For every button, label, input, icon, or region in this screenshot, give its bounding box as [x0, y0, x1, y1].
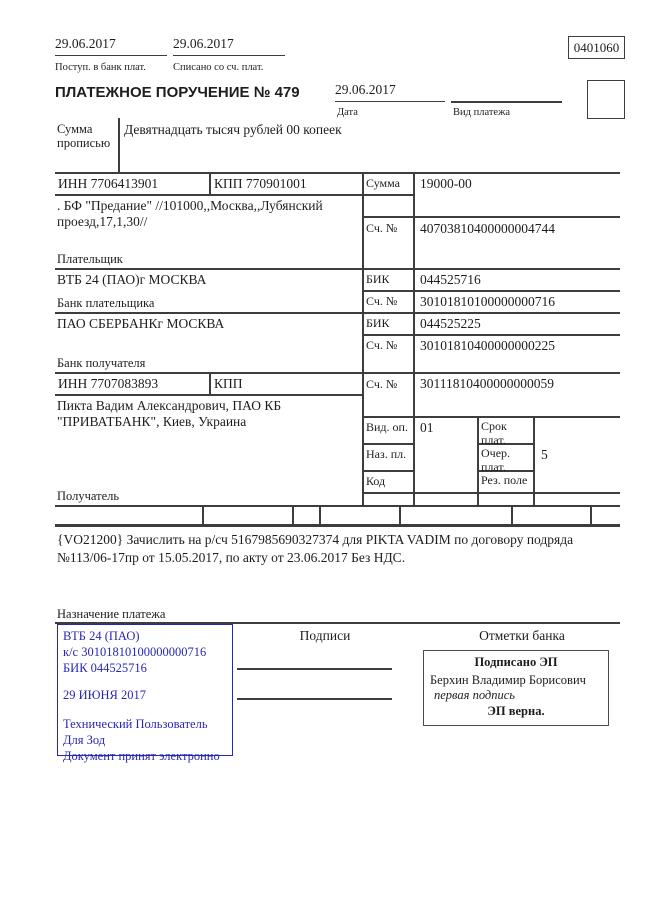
payer-label: Плательщик	[57, 252, 123, 266]
code-label: Код	[366, 474, 386, 488]
table-line-h	[362, 290, 620, 292]
table-line-v	[202, 505, 204, 524]
signature-line-2	[237, 698, 392, 700]
table-line-h	[55, 194, 413, 196]
payee-account-label: Сч. №	[366, 377, 398, 391]
table-line-h	[55, 524, 620, 527]
esign-stamp-title: Подписано ЭП	[474, 655, 558, 669]
purpose-label: Назначение платежа	[57, 607, 166, 621]
payee-bank-label: Банк получателя	[57, 356, 146, 370]
bank-stamp	[57, 624, 233, 763]
table-line-v	[209, 372, 211, 394]
payment-type-box	[587, 80, 625, 119]
signature-line-1	[237, 668, 392, 670]
amount-words-label: Сумма прописью	[57, 122, 111, 151]
esign-stamp	[423, 650, 609, 726]
sum-label: Сумма	[366, 176, 400, 190]
payee-bank-account: 30101810400000000225	[420, 338, 555, 353]
esign-stamp-verified: ЭП верна.	[487, 703, 545, 718]
bank-stamp-user: Технический Пользователь Для Зод	[63, 717, 208, 747]
payer-bank-label: Банк плательщика	[57, 296, 155, 310]
bank-stamp-accepted: Документ принят электронно	[63, 749, 220, 763]
payer-inn: ИНН 7706413901	[58, 176, 159, 191]
table-line-v	[413, 172, 415, 505]
payer-account: 40703810400000004744	[420, 221, 555, 236]
signatures-header: Подписи	[299, 628, 351, 643]
esign-stamp-name: Берхин Владимир Борисович	[430, 672, 586, 687]
bank-stamp-bik: БИК 044525716	[63, 661, 147, 675]
op-type-label: Вид. оп.	[366, 420, 408, 434]
table-line-v	[511, 505, 513, 524]
res-field-label: Рез. поле	[481, 473, 528, 487]
table-line-h	[362, 334, 620, 336]
payee-label: Получатель	[57, 489, 120, 503]
doc-date-field: 29.06.2017	[335, 82, 445, 102]
table-line-h	[55, 268, 620, 270]
bank-stamp-date: 29 ИЮНЯ 2017	[63, 688, 146, 702]
bank-stamp-bank-name: ВТБ 24 (ПАО)	[63, 629, 140, 643]
payer-kpp: КПП 770901001	[214, 176, 307, 191]
received-date-field: 29.06.2017	[55, 36, 167, 56]
received-date-label: Поступ. в банк плат.	[55, 62, 146, 73]
payer-bank-account-label: Сч. №	[366, 294, 398, 308]
table-line-v	[590, 505, 592, 524]
pay-purpose-label: Наз. пл.	[366, 447, 407, 461]
doc-date-label: Дата	[337, 107, 358, 118]
payer-account-label: Сч. №	[366, 221, 398, 235]
table-line-h	[362, 492, 620, 494]
table-line-v	[477, 416, 479, 505]
bank-marks-header: Отметки банка	[479, 628, 565, 643]
payee-name: Пикта Вадим Александрович, ПАО КБ "ПРИВАТБАНК", Киев, Украина	[57, 398, 282, 430]
form-code-box: 0401060	[568, 36, 625, 59]
payee-bank-bik-label: БИК	[366, 316, 390, 330]
payer-bank-bik-label: БИК	[366, 272, 390, 286]
table-line-h	[55, 172, 620, 174]
term-label: Срок плат.	[481, 419, 507, 447]
table-line-v	[399, 505, 401, 524]
payee-bank-account-label: Сч. №	[366, 338, 398, 352]
table-line-h	[55, 372, 620, 374]
op-type-value: 01	[420, 420, 434, 435]
payee-bank-bik: 044525225	[420, 316, 481, 331]
payer-bank-name: ВТБ 24 (ПАО)г МОСКВА	[57, 272, 207, 287]
table-line-v	[319, 505, 321, 524]
purpose-text: {VO21200} Зачислить на р/сч 5167985690327374 для PIKTA VADIM по договору подряда №113/06-17пр от 15.05.2017, по акту от 23.06.2017 Без НДС.	[57, 532, 574, 566]
table-line-v	[362, 172, 364, 505]
order-label: Очер. плат.	[481, 446, 511, 474]
payer-name: . БФ "Предание" //101000,,Москва,,Лубянский проезд,17,1,30//	[57, 198, 323, 230]
table-line-v	[533, 416, 535, 505]
page-title: ПЛАТЕЖНОЕ ПОРУЧЕНИЕ № 479	[55, 84, 300, 101]
payer-bank-account: 30101810100000000716	[420, 294, 555, 309]
payer-bank-bik: 044525716	[420, 272, 481, 287]
table-line-h	[55, 312, 620, 314]
debited-date-label: Списано со сч. плат.	[173, 62, 264, 73]
payment-type-label: Вид платежа	[453, 107, 511, 118]
order-value: 5	[541, 447, 548, 462]
bank-stamp-corr-account: к/с 30101810100000000716	[63, 645, 207, 659]
table-line-h	[362, 443, 413, 445]
table-line-h	[55, 505, 620, 507]
table-line-h	[362, 416, 620, 418]
esign-stamp-signature-type: первая подпись	[434, 688, 515, 703]
sum-value: 19000-00	[420, 176, 472, 191]
table-line-h	[362, 216, 620, 218]
payee-account: 30111810400000000059	[420, 376, 554, 391]
payment-type-field	[451, 101, 562, 103]
table-line-v	[292, 505, 294, 524]
payee-inn: ИНН 7707083893	[58, 376, 159, 391]
table-line-h	[55, 394, 362, 396]
table-line-v	[209, 172, 211, 194]
payee-bank-name: ПАО СБЕРБАНКг МОСКВА	[57, 316, 225, 331]
debited-date-field: 29.06.2017	[173, 36, 285, 56]
amount-words-value: Девятнадцать тысяч рублей 00 копеек	[124, 122, 342, 137]
table-line-h	[362, 470, 413, 472]
payee-kpp: КПП	[214, 376, 243, 391]
table-line-v	[118, 118, 120, 172]
